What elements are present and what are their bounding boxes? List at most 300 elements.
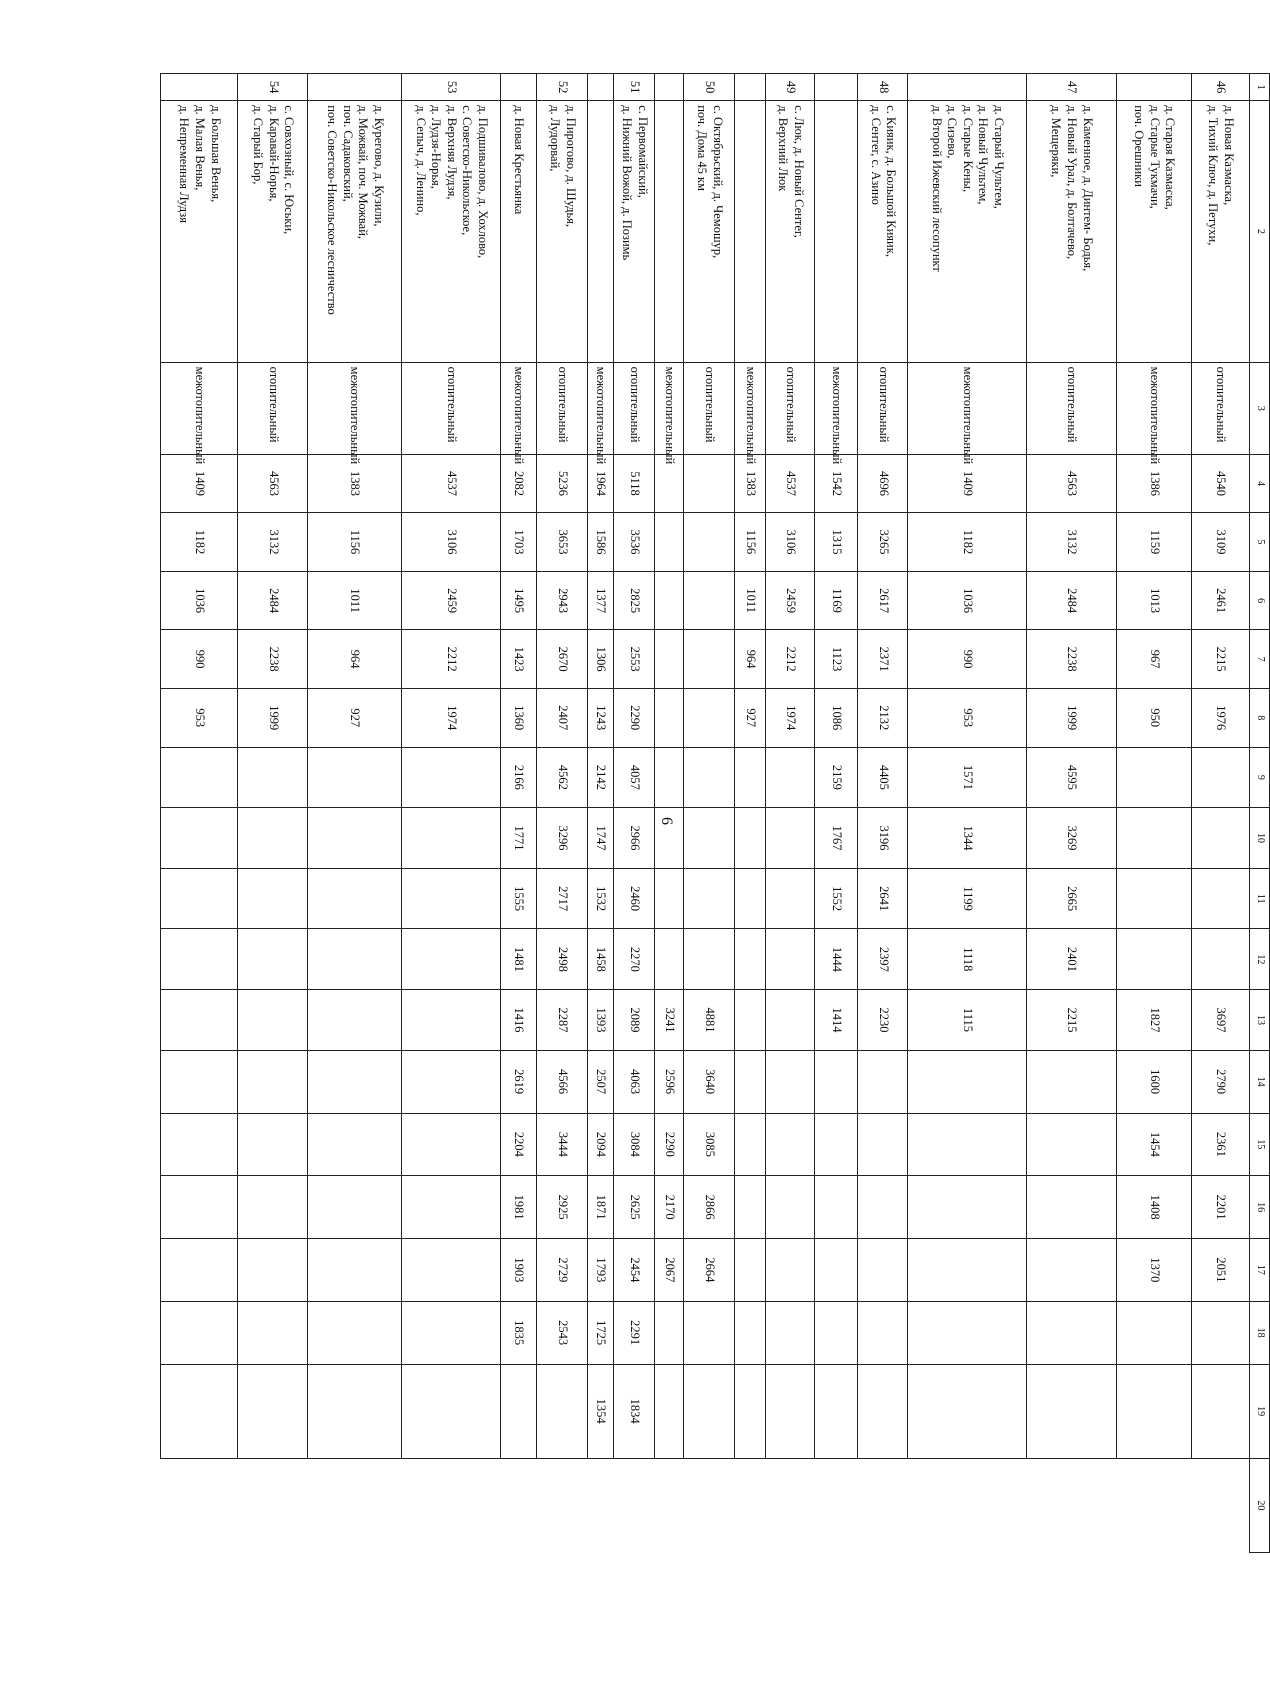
value-cell bbox=[766, 929, 814, 990]
settlement-line: д. Новый Чультем, bbox=[976, 105, 991, 205]
value-cell: 2051 bbox=[1191, 1239, 1249, 1302]
value-cell: 3085 bbox=[684, 1113, 735, 1176]
value-cell bbox=[238, 929, 308, 990]
value-cell: 1011 bbox=[734, 571, 765, 630]
value-cell: 1036 bbox=[908, 571, 1026, 630]
table-row bbox=[734, 74, 765, 1553]
settlement-line: поч. Садаковский, bbox=[340, 105, 355, 202]
value-cell bbox=[1026, 1364, 1116, 1458]
value-cell bbox=[684, 630, 735, 689]
value-cell: 1495 bbox=[500, 571, 536, 630]
period-cell: отопительный bbox=[614, 362, 655, 454]
header-cell: 20 bbox=[1249, 1458, 1269, 1552]
table-row bbox=[587, 74, 614, 1553]
value-cell bbox=[766, 990, 814, 1051]
value-cell: 2619 bbox=[500, 1050, 536, 1113]
row-index bbox=[161, 74, 238, 101]
value-cell: 950 bbox=[1116, 688, 1191, 747]
table-row bbox=[500, 74, 536, 1553]
value-cell: 1600 bbox=[1116, 1050, 1191, 1113]
header-cell: 2 bbox=[1249, 101, 1269, 362]
value-cell: 1182 bbox=[908, 513, 1026, 572]
value-cell bbox=[308, 1364, 402, 1458]
value-cell: 1703 bbox=[500, 513, 536, 572]
settlement-line: д. Непременная Лудзя bbox=[177, 105, 192, 223]
value-cell: 1306 bbox=[587, 630, 614, 689]
value-cell: 2067 bbox=[655, 1239, 684, 1302]
settlements-cell bbox=[1191, 101, 1249, 362]
value-cell: 1169 bbox=[814, 571, 857, 630]
value-cell: 2966 bbox=[614, 808, 655, 869]
value-cell bbox=[766, 808, 814, 869]
value-cell: 2094 bbox=[587, 1113, 614, 1176]
value-cell: 1354 bbox=[587, 1364, 614, 1458]
value-cell bbox=[734, 990, 765, 1051]
value-cell: 3132 bbox=[238, 513, 308, 572]
value-cell bbox=[161, 1239, 238, 1302]
value-cell: 2166 bbox=[500, 747, 536, 808]
value-cell: 2159 bbox=[814, 747, 857, 808]
header-cell: 6 bbox=[1249, 571, 1269, 630]
value-cell: 1827 bbox=[1116, 990, 1191, 1051]
value-cell: 4537 bbox=[402, 454, 501, 513]
value-cell: 2717 bbox=[537, 868, 588, 929]
value-cell: 3241 bbox=[655, 990, 684, 1051]
row-index: 50 bbox=[684, 74, 735, 101]
settlement-line: д. Новый Урал, д. Болтачево, bbox=[1065, 105, 1080, 260]
value-cell bbox=[1116, 747, 1191, 808]
value-cell: 1011 bbox=[308, 571, 402, 630]
value-cell: 953 bbox=[908, 688, 1026, 747]
value-cell bbox=[402, 1176, 501, 1239]
value-cell bbox=[1116, 929, 1191, 990]
value-cell: 1156 bbox=[734, 513, 765, 572]
header-row bbox=[1249, 74, 1269, 1553]
value-cell: 1377 bbox=[587, 571, 614, 630]
value-cell: 1123 bbox=[814, 630, 857, 689]
value-cell bbox=[402, 1364, 501, 1458]
value-cell: 2507 bbox=[587, 1050, 614, 1113]
value-cell bbox=[766, 1176, 814, 1239]
value-cell bbox=[655, 513, 684, 572]
value-cell bbox=[1191, 747, 1249, 808]
value-cell: 2825 bbox=[614, 571, 655, 630]
settlement-line: д. Сентег, с. Азино bbox=[868, 105, 883, 205]
value-cell: 2543 bbox=[537, 1301, 588, 1364]
value-cell: 2212 bbox=[766, 630, 814, 689]
period-cell: отопительный bbox=[766, 362, 814, 454]
value-cell: 2596 bbox=[655, 1050, 684, 1113]
table-row bbox=[857, 74, 908, 1553]
settlements-cell bbox=[1116, 101, 1191, 362]
value-cell: 1423 bbox=[500, 630, 536, 689]
value-cell bbox=[308, 929, 402, 990]
value-cell bbox=[308, 1050, 402, 1113]
value-cell bbox=[161, 1050, 238, 1113]
value-cell bbox=[1191, 1301, 1249, 1364]
value-cell: 2866 bbox=[684, 1176, 735, 1239]
value-cell: 2238 bbox=[238, 630, 308, 689]
value-cell bbox=[908, 1176, 1026, 1239]
value-cell: 4881 bbox=[684, 990, 735, 1051]
settlement-line: с. Октябрьский, д. Чемошур, bbox=[710, 105, 725, 259]
settlement-line: д. Второй Ижевский лесопункт bbox=[929, 105, 944, 272]
value-cell: 2498 bbox=[537, 929, 588, 990]
value-cell bbox=[857, 1239, 908, 1302]
header-cell: 7 bbox=[1249, 630, 1269, 689]
value-cell: 964 bbox=[734, 630, 765, 689]
value-cell: 2142 bbox=[587, 747, 614, 808]
period-cell: отопительный bbox=[1191, 362, 1249, 454]
settlement-line: д. Старые Тукмачи, bbox=[1147, 105, 1162, 209]
settlement-line: д. Старый Чультем, bbox=[992, 105, 1007, 209]
header-cell: 17 bbox=[1249, 1239, 1269, 1302]
value-cell: 2361 bbox=[1191, 1113, 1249, 1176]
value-cell: 1360 bbox=[500, 688, 536, 747]
value-cell bbox=[161, 747, 238, 808]
value-cell bbox=[1026, 1239, 1116, 1302]
value-cell: 1370 bbox=[1116, 1239, 1191, 1302]
table-row bbox=[766, 74, 814, 1553]
settlement-line: д. Верхний Люк bbox=[775, 105, 790, 192]
value-cell: 927 bbox=[308, 688, 402, 747]
value-cell: 2729 bbox=[537, 1239, 588, 1302]
value-cell bbox=[1116, 868, 1191, 929]
value-cell bbox=[1026, 1050, 1116, 1113]
value-cell bbox=[684, 454, 735, 513]
value-cell: 2201 bbox=[1191, 1176, 1249, 1239]
value-cell: 1408 bbox=[1116, 1176, 1191, 1239]
value-cell: 1903 bbox=[500, 1239, 536, 1302]
period-cell: отопительный bbox=[857, 362, 908, 454]
period-cell: межотопительный bbox=[908, 362, 1026, 454]
value-cell: 5118 bbox=[614, 454, 655, 513]
value-cell bbox=[684, 808, 735, 869]
row-index bbox=[500, 74, 536, 101]
value-cell: 4566 bbox=[537, 1050, 588, 1113]
value-cell bbox=[500, 1364, 536, 1458]
value-cell: 2553 bbox=[614, 630, 655, 689]
value-cell: 1552 bbox=[814, 868, 857, 929]
settlement-line: д. Каравай-Норья, bbox=[266, 105, 281, 202]
period-cell: межотопительный bbox=[308, 362, 402, 454]
value-cell bbox=[655, 808, 684, 869]
value-cell: 3106 bbox=[402, 513, 501, 572]
value-cell: 4405 bbox=[857, 747, 908, 808]
table-row bbox=[537, 74, 588, 1553]
value-cell: 2401 bbox=[1026, 929, 1116, 990]
value-cell bbox=[734, 1239, 765, 1302]
value-cell bbox=[684, 868, 735, 929]
value-cell bbox=[1191, 1364, 1249, 1458]
header-cell: 4 bbox=[1249, 454, 1269, 513]
value-cell bbox=[734, 1176, 765, 1239]
value-cell bbox=[402, 808, 501, 869]
settlement-line: д. Старый Бор, bbox=[250, 105, 265, 185]
value-cell: 2625 bbox=[614, 1176, 655, 1239]
value-cell bbox=[655, 747, 684, 808]
settlement-line: поч. Дома 45 км bbox=[695, 105, 710, 191]
value-cell bbox=[908, 1364, 1026, 1458]
value-cell bbox=[308, 1113, 402, 1176]
value-cell: 1409 bbox=[161, 454, 238, 513]
value-cell: 2230 bbox=[857, 990, 908, 1051]
value-cell bbox=[1116, 1301, 1191, 1364]
value-cell: 2461 bbox=[1191, 571, 1249, 630]
value-cell: 4696 bbox=[857, 454, 908, 513]
value-cell bbox=[238, 1239, 308, 1302]
settlement-line: поч. Орешники bbox=[1132, 105, 1147, 187]
value-cell bbox=[684, 747, 735, 808]
value-cell: 2132 bbox=[857, 688, 908, 747]
value-cell: 1999 bbox=[1026, 688, 1116, 747]
value-cell bbox=[308, 1239, 402, 1302]
value-cell: 2270 bbox=[614, 929, 655, 990]
value-cell bbox=[1191, 868, 1249, 929]
table-row bbox=[684, 74, 735, 1553]
value-cell: 2238 bbox=[1026, 630, 1116, 689]
row-index: 48 bbox=[857, 74, 908, 101]
value-cell bbox=[161, 1176, 238, 1239]
value-cell: 3109 bbox=[1191, 513, 1249, 572]
header-cell: 1 bbox=[1249, 74, 1269, 101]
settlement-line: д. Нижний Вожой, д. Позимь bbox=[620, 105, 635, 261]
settlement-line: с. Первомайский, bbox=[635, 105, 650, 198]
value-cell: 1344 bbox=[908, 808, 1026, 869]
value-cell: 1834 bbox=[614, 1364, 655, 1458]
value-cell: 1182 bbox=[161, 513, 238, 572]
value-cell: 1835 bbox=[500, 1301, 536, 1364]
value-cell: 3697 bbox=[1191, 990, 1249, 1051]
value-cell: 4563 bbox=[1026, 454, 1116, 513]
value-cell bbox=[308, 808, 402, 869]
value-cell: 1725 bbox=[587, 1301, 614, 1364]
value-cell: 2212 bbox=[402, 630, 501, 689]
value-cell: 1974 bbox=[766, 688, 814, 747]
value-cell: 2454 bbox=[614, 1239, 655, 1302]
value-cell bbox=[1116, 808, 1191, 869]
settlement-line: д. Малая Венья, bbox=[192, 105, 207, 191]
value-cell: 2617 bbox=[857, 571, 908, 630]
value-cell bbox=[238, 1364, 308, 1458]
settlement-line: д. Сепыч, д. Ленино, bbox=[413, 105, 428, 216]
table-row bbox=[1026, 74, 1116, 1553]
header-cell: 14 bbox=[1249, 1050, 1269, 1113]
value-cell bbox=[857, 1301, 908, 1364]
value-cell bbox=[1191, 808, 1249, 869]
value-cell: 953 bbox=[161, 688, 238, 747]
value-cell: 1981 bbox=[500, 1176, 536, 1239]
value-cell bbox=[402, 1239, 501, 1302]
value-cell bbox=[908, 1113, 1026, 1176]
value-cell bbox=[734, 929, 765, 990]
settlements-cell bbox=[161, 101, 238, 362]
row-index: 49 bbox=[766, 74, 814, 101]
value-cell bbox=[857, 1364, 908, 1458]
settlements-cell bbox=[684, 101, 735, 362]
value-cell bbox=[238, 1176, 308, 1239]
value-cell: 1156 bbox=[308, 513, 402, 572]
period-cell: отопительный bbox=[684, 362, 735, 454]
value-cell bbox=[814, 1301, 857, 1364]
value-cell bbox=[655, 630, 684, 689]
header-cell: 18 bbox=[1249, 1301, 1269, 1364]
value-cell bbox=[161, 1113, 238, 1176]
value-cell bbox=[655, 929, 684, 990]
value-cell: 1393 bbox=[587, 990, 614, 1051]
value-cell bbox=[161, 1364, 238, 1458]
value-cell: 2665 bbox=[1026, 868, 1116, 929]
period-cell: межотопительный bbox=[500, 362, 536, 454]
settlement-line: с. Люк, д. Новый Сентег, bbox=[791, 105, 806, 238]
value-cell: 2287 bbox=[537, 990, 588, 1051]
value-cell: 4595 bbox=[1026, 747, 1116, 808]
settlement-line: с. Советско-Никольское, bbox=[460, 105, 475, 236]
value-cell: 2943 bbox=[537, 571, 588, 630]
value-cell: 1414 bbox=[814, 990, 857, 1051]
row-index bbox=[308, 74, 402, 101]
value-cell: 1409 bbox=[908, 454, 1026, 513]
value-cell bbox=[655, 688, 684, 747]
value-cell bbox=[1026, 1176, 1116, 1239]
value-cell: 1542 bbox=[814, 454, 857, 513]
settlement-line: д. Сизево, bbox=[945, 105, 960, 159]
period-cell: отопительный bbox=[1026, 362, 1116, 454]
value-cell: 1383 bbox=[308, 454, 402, 513]
value-cell bbox=[734, 1050, 765, 1113]
row-index bbox=[734, 74, 765, 101]
value-cell: 4537 bbox=[766, 454, 814, 513]
value-cell: 3132 bbox=[1026, 513, 1116, 572]
value-cell: 1386 bbox=[1116, 454, 1191, 513]
value-cell bbox=[814, 1113, 857, 1176]
value-cell: 4057 bbox=[614, 747, 655, 808]
value-cell: 3536 bbox=[614, 513, 655, 572]
value-cell: 4563 bbox=[238, 454, 308, 513]
value-cell: 2170 bbox=[655, 1176, 684, 1239]
settlement-line: с. Совхозный, с. Юськи, bbox=[282, 105, 297, 235]
value-cell: 4063 bbox=[614, 1050, 655, 1113]
row-index: 53 bbox=[402, 74, 501, 101]
settlements-cell bbox=[587, 101, 614, 362]
value-cell: 2790 bbox=[1191, 1050, 1249, 1113]
header-cell: 8 bbox=[1249, 688, 1269, 747]
value-cell bbox=[814, 1050, 857, 1113]
table-row bbox=[814, 74, 857, 1553]
value-cell bbox=[684, 513, 735, 572]
value-cell bbox=[1026, 1301, 1116, 1364]
settlement-line: поч. Советско-Никольское лесничество bbox=[325, 105, 340, 315]
settlement-line: д. Лудзя-Норья, bbox=[429, 105, 444, 189]
header-cell: 11 bbox=[1249, 868, 1269, 929]
settlement-line: д. Подшивалово, д. Хохлово, bbox=[476, 105, 491, 259]
value-cell: 3444 bbox=[537, 1113, 588, 1176]
tariff-table bbox=[160, 73, 1270, 1553]
value-cell: 1571 bbox=[908, 747, 1026, 808]
settlements-cell bbox=[500, 101, 536, 362]
table-row bbox=[614, 74, 655, 1553]
value-cell bbox=[238, 868, 308, 929]
value-cell: 1532 bbox=[587, 868, 614, 929]
value-cell: 2484 bbox=[1026, 571, 1116, 630]
settlement-line: с. Кияик, д. Большой Кияик, bbox=[884, 105, 899, 257]
value-cell bbox=[402, 1113, 501, 1176]
value-cell: 1555 bbox=[500, 868, 536, 929]
value-cell: 927 bbox=[734, 688, 765, 747]
period-cell: отопительный bbox=[537, 362, 588, 454]
period-cell: отопительный bbox=[238, 362, 308, 454]
value-cell bbox=[161, 1301, 238, 1364]
value-cell: 3106 bbox=[766, 513, 814, 572]
value-cell: 2290 bbox=[655, 1113, 684, 1176]
value-cell bbox=[402, 868, 501, 929]
value-cell: 1481 bbox=[500, 929, 536, 990]
value-cell bbox=[734, 1113, 765, 1176]
row-index: 47 bbox=[1026, 74, 1116, 101]
value-cell bbox=[402, 1050, 501, 1113]
value-cell bbox=[684, 571, 735, 630]
value-cell: 1036 bbox=[161, 571, 238, 630]
settlements-cell bbox=[308, 101, 402, 362]
value-cell: 2215 bbox=[1191, 630, 1249, 689]
period-cell: межотопительный bbox=[1116, 362, 1191, 454]
header-cell: 10 bbox=[1249, 808, 1269, 869]
value-cell: 3269 bbox=[1026, 808, 1116, 869]
value-cell bbox=[766, 747, 814, 808]
value-cell bbox=[684, 929, 735, 990]
value-cell bbox=[238, 1301, 308, 1364]
value-cell bbox=[402, 1301, 501, 1364]
value-cell: 4562 bbox=[537, 747, 588, 808]
value-cell bbox=[766, 868, 814, 929]
value-cell bbox=[734, 1301, 765, 1364]
value-cell: 2484 bbox=[238, 571, 308, 630]
row-index bbox=[814, 74, 857, 101]
value-cell bbox=[766, 1113, 814, 1176]
value-cell: 1383 bbox=[734, 454, 765, 513]
row-index: 51 bbox=[614, 74, 655, 101]
settlement-line: д. Мещеряки, bbox=[1049, 105, 1064, 178]
value-cell bbox=[402, 747, 501, 808]
value-cell: 1999 bbox=[238, 688, 308, 747]
table-row bbox=[402, 74, 501, 1553]
value-cell bbox=[857, 1176, 908, 1239]
value-cell bbox=[734, 868, 765, 929]
settlement-line: д. Верхняя Лудзя, bbox=[444, 105, 459, 200]
value-cell bbox=[655, 1364, 684, 1458]
value-cell bbox=[814, 1239, 857, 1302]
value-cell bbox=[238, 1113, 308, 1176]
value-cell bbox=[161, 808, 238, 869]
value-cell: 3653 bbox=[537, 513, 588, 572]
value-cell bbox=[814, 1364, 857, 1458]
value-cell: 2397 bbox=[857, 929, 908, 990]
value-cell bbox=[908, 1050, 1026, 1113]
value-cell: 2670 bbox=[537, 630, 588, 689]
value-cell: 3265 bbox=[857, 513, 908, 572]
settlements-cell bbox=[734, 101, 765, 362]
value-cell: 1243 bbox=[587, 688, 614, 747]
value-cell: 2664 bbox=[684, 1239, 735, 1302]
settlement-line: д. Лудорвай, bbox=[547, 105, 562, 172]
value-cell bbox=[684, 688, 735, 747]
value-cell: 3084 bbox=[614, 1113, 655, 1176]
value-cell: 1086 bbox=[814, 688, 857, 747]
value-cell: 990 bbox=[161, 630, 238, 689]
value-cell: 2089 bbox=[614, 990, 655, 1051]
value-cell: 1793 bbox=[587, 1239, 614, 1302]
settlements-cell bbox=[614, 101, 655, 362]
